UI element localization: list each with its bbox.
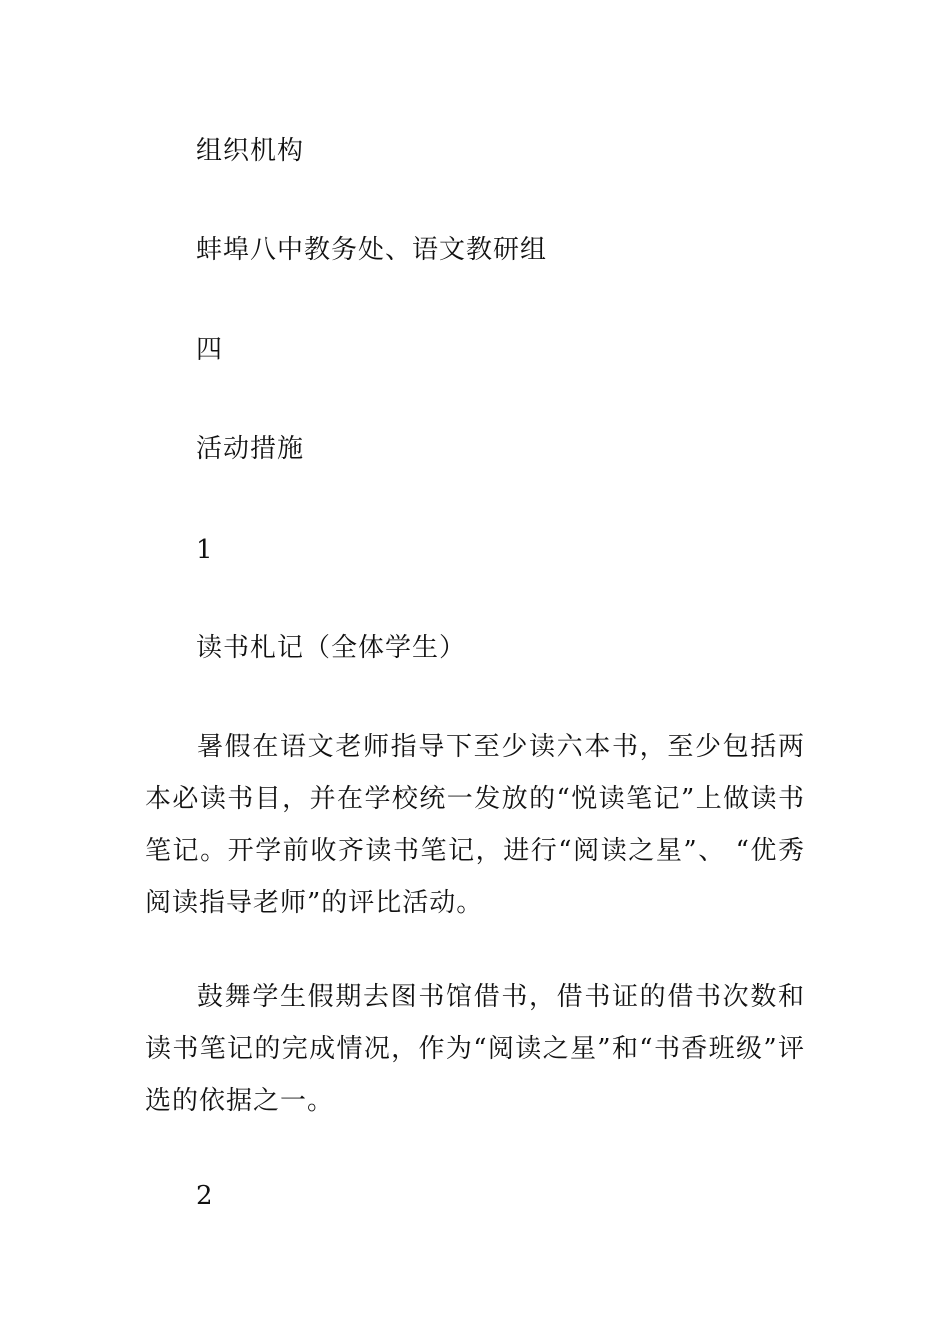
- item-number-1: 1: [196, 535, 214, 565]
- paragraph-reading-requirement: 暑假在语文老师指导下至少读六本书，至少包括两本必读书目，并在学校统一发放的“悦读笔记”上做读书笔记。开学前收齐读书笔记，进行“阅读之星”、 “优秀阅读指导老师”的评比活动。: [145, 732, 805, 918]
- heading-activity-measures: 活动措施: [196, 434, 305, 464]
- heading-organization: 组织机构: [196, 136, 305, 166]
- item-title-reading-notes: 读书札记（全体学生）: [196, 633, 467, 663]
- organization-text: 蚌埠八中教务处、语文教研组: [196, 235, 548, 265]
- section-number-four: 四: [196, 335, 224, 365]
- item-number-2: 2: [196, 1181, 214, 1211]
- paragraph-library-encouragement: 鼓舞学生假期去图书馆借书，借书证的借书次数和读书笔记的完成情况，作为“阅读之星”和“书香班级”评选的依据之一。: [145, 982, 805, 1116]
